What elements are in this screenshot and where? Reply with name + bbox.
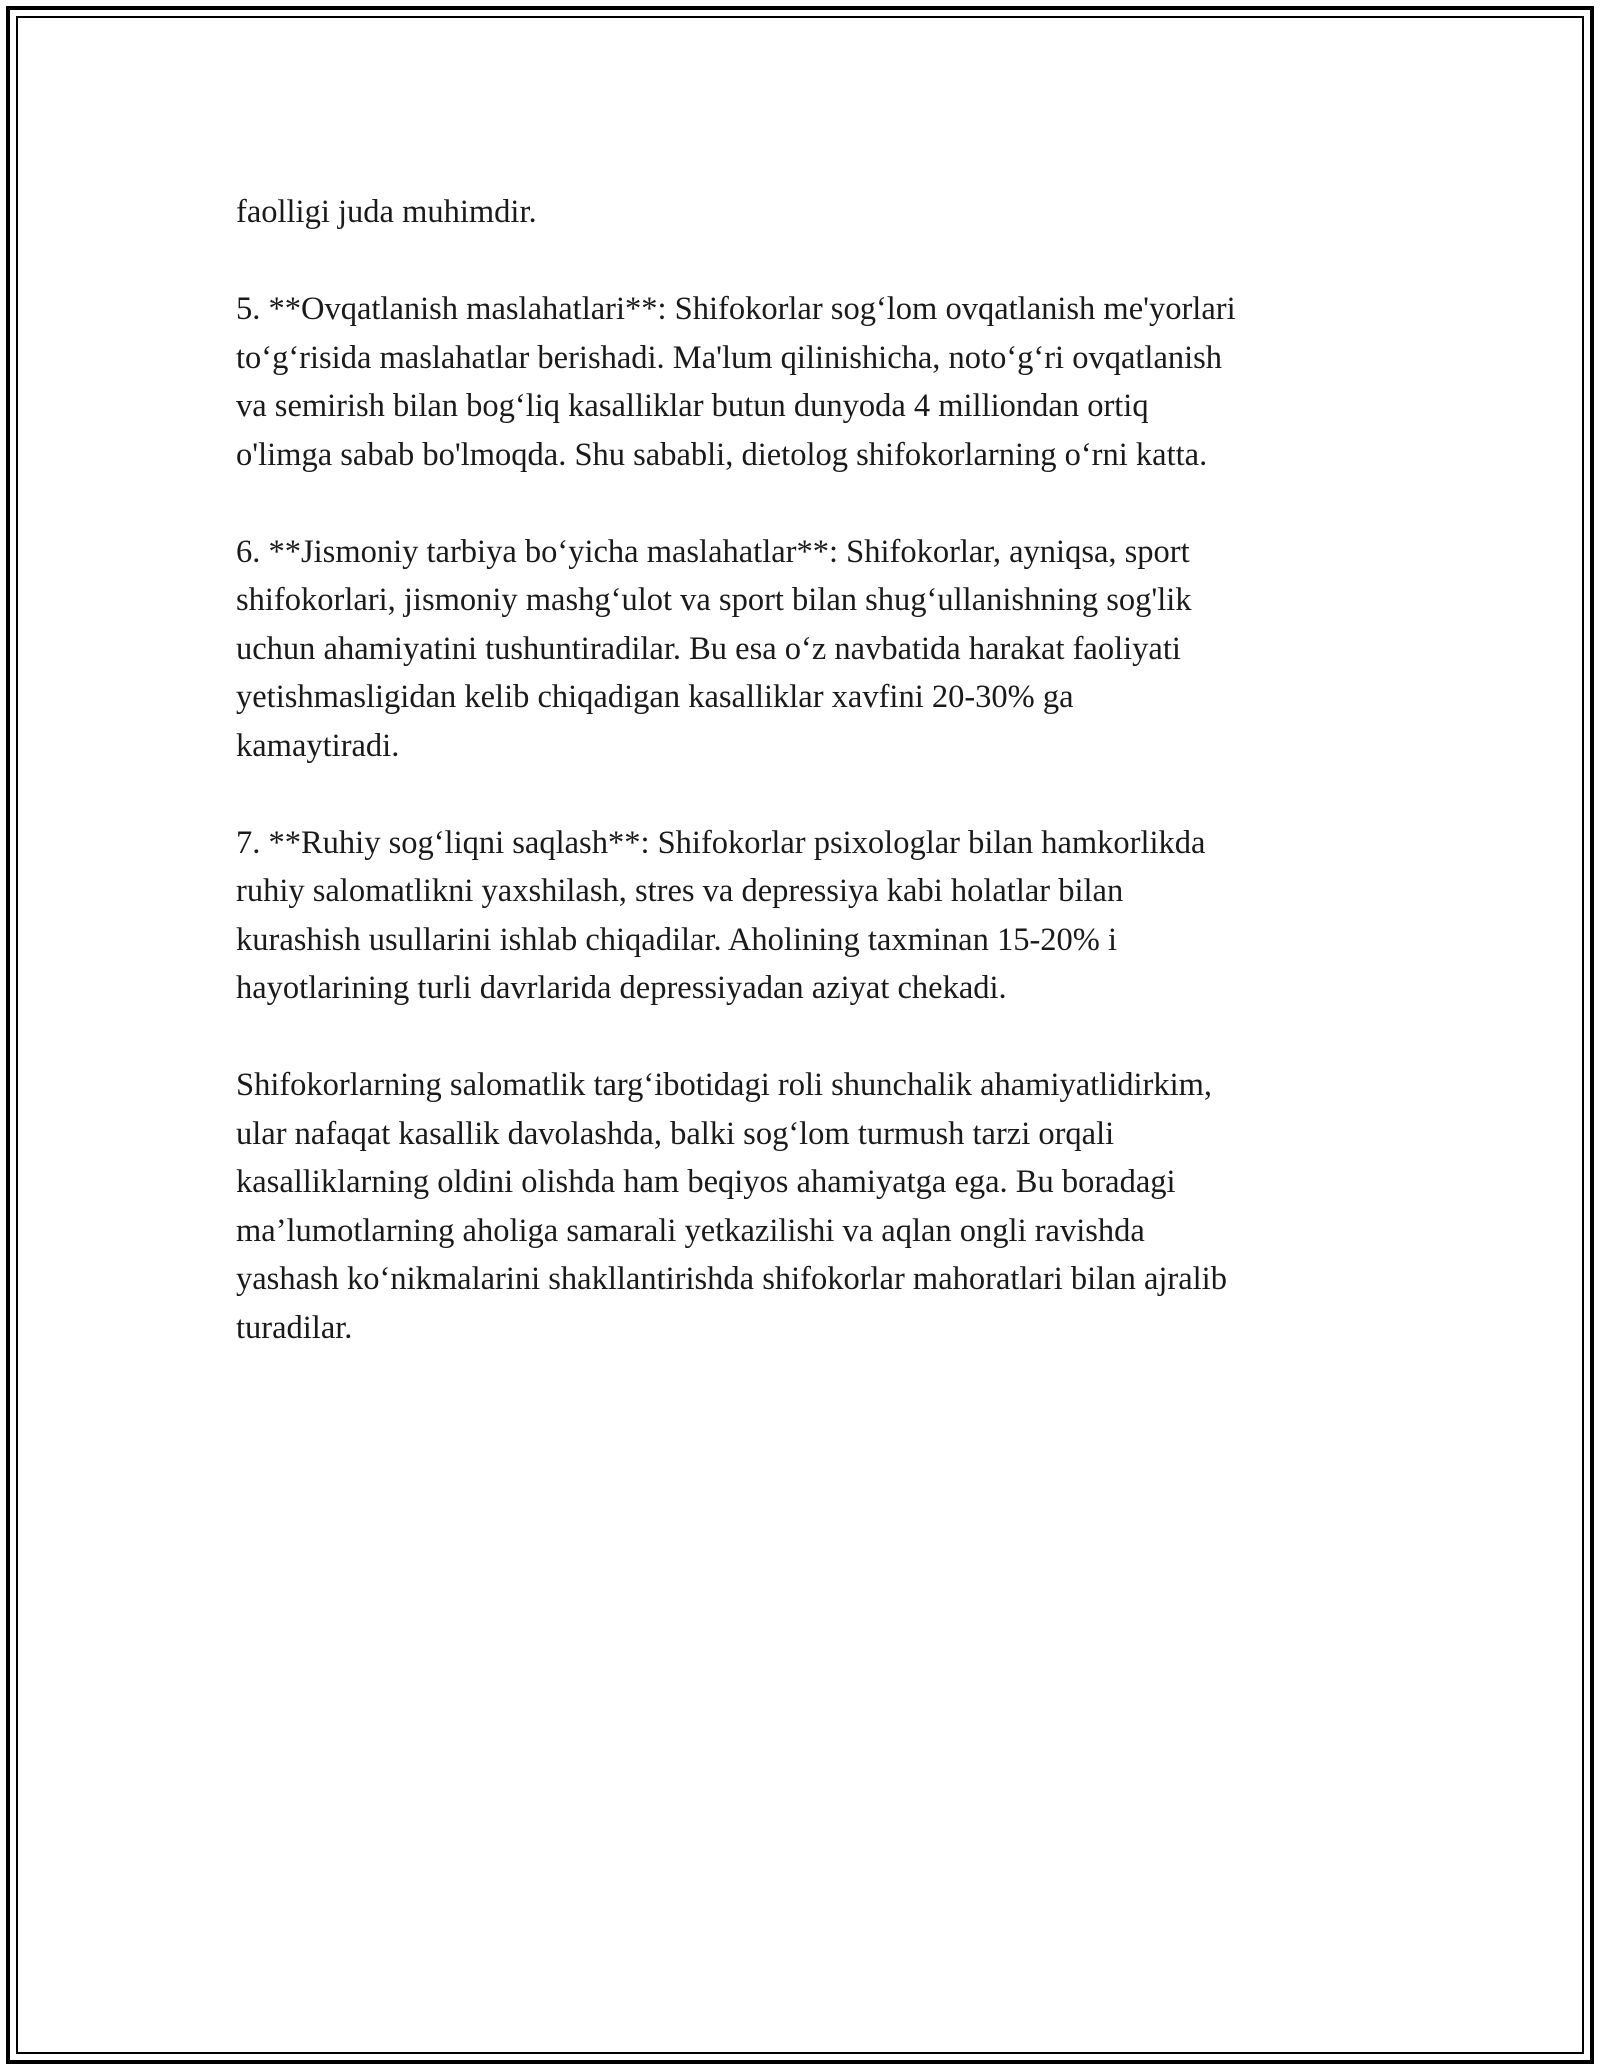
text-line: yashash ko‘nikmalarini shakllantirishda shifokorlar mahoratlari bilan ajralib <box>236 1261 1227 1297</box>
text-line: hayotlarining turli davrlarida depressiyadan aziyat chekadi. <box>236 970 1007 1006</box>
text-line: o'limga sabab bo'lmoqda. Shu sababli, dietolog shifokorlarning o‘rni katta. <box>236 436 1208 473</box>
paragraph-nutrition-advice <box>236 285 1376 479</box>
text-line: 5. **Ovqatlanish maslahatlari**: Shifokorlar sog‘lom ovqatlanish me'yorlari <box>236 291 1236 327</box>
text-line: va semirish bilan bog‘liq kasalliklar butun dunyoda 4 milliondan ortiq <box>236 388 1149 424</box>
paragraph-continuation <box>236 188 1376 237</box>
text-line: Shifokorlarning salomatlik targ‘ibotidagi roli shunchalik ahamiyatlidirkim, <box>236 1067 1213 1103</box>
document-body <box>236 188 1376 1401</box>
text-line: faolligi juda muhimdir. <box>236 194 537 230</box>
text-line: kurashish usullarini ishlab chiqadilar. Aholining taxminan 15-20% i <box>236 921 1117 958</box>
paragraph-mental-health <box>236 819 1376 1013</box>
text-line: yetishmasligidan kelib chiqadigan kasalliklar xavfini 20-30% ga <box>236 679 1074 715</box>
text-line: ular nafaqat kasallik davolashda, balki sog‘lom turmush tarzi orqali <box>236 1115 1115 1152</box>
text-line: ruhiy salomatlikni yaxshilash, stres va depressiya kabi holatlar bilan <box>236 873 1124 909</box>
text-line: ma’lumotlarning aholiga samarali yetkazilishi va aqlan ongli ravishda <box>236 1212 1145 1249</box>
text-line: kasalliklarning oldini olishda ham beqiyos ahamiyatga ega. Bu boradagi <box>236 1164 1176 1200</box>
text-line: to‘g‘risida maslahatlar berishadi. Ma'lum qilinishicha, noto‘g‘ri ovqatlanish <box>236 339 1223 376</box>
text-line: shifokorlari, jismoniy mashg‘ulot va sport bilan shug‘ullanishning sog'lik <box>236 582 1192 618</box>
text-line: turadilar. <box>236 1309 353 1346</box>
text-line: kamaytiradi. <box>236 727 400 764</box>
paragraph-physical-education <box>236 528 1376 771</box>
paragraph-conclusion <box>236 1061 1376 1352</box>
text-line: 7. **Ruhiy sog‘liqni saqlash**: Shifokorlar psixologlar bilan hamkorlikda <box>236 824 1206 861</box>
text-line: 6. **Jismoniy tarbiya bo‘yicha maslahatlar**: Shifokorlar, ayniqsa, sport <box>236 533 1190 570</box>
text-line: uchun ahamiyatini tushuntiradilar. Bu esa o‘z navbatida harakat faoliyati <box>236 630 1181 667</box>
